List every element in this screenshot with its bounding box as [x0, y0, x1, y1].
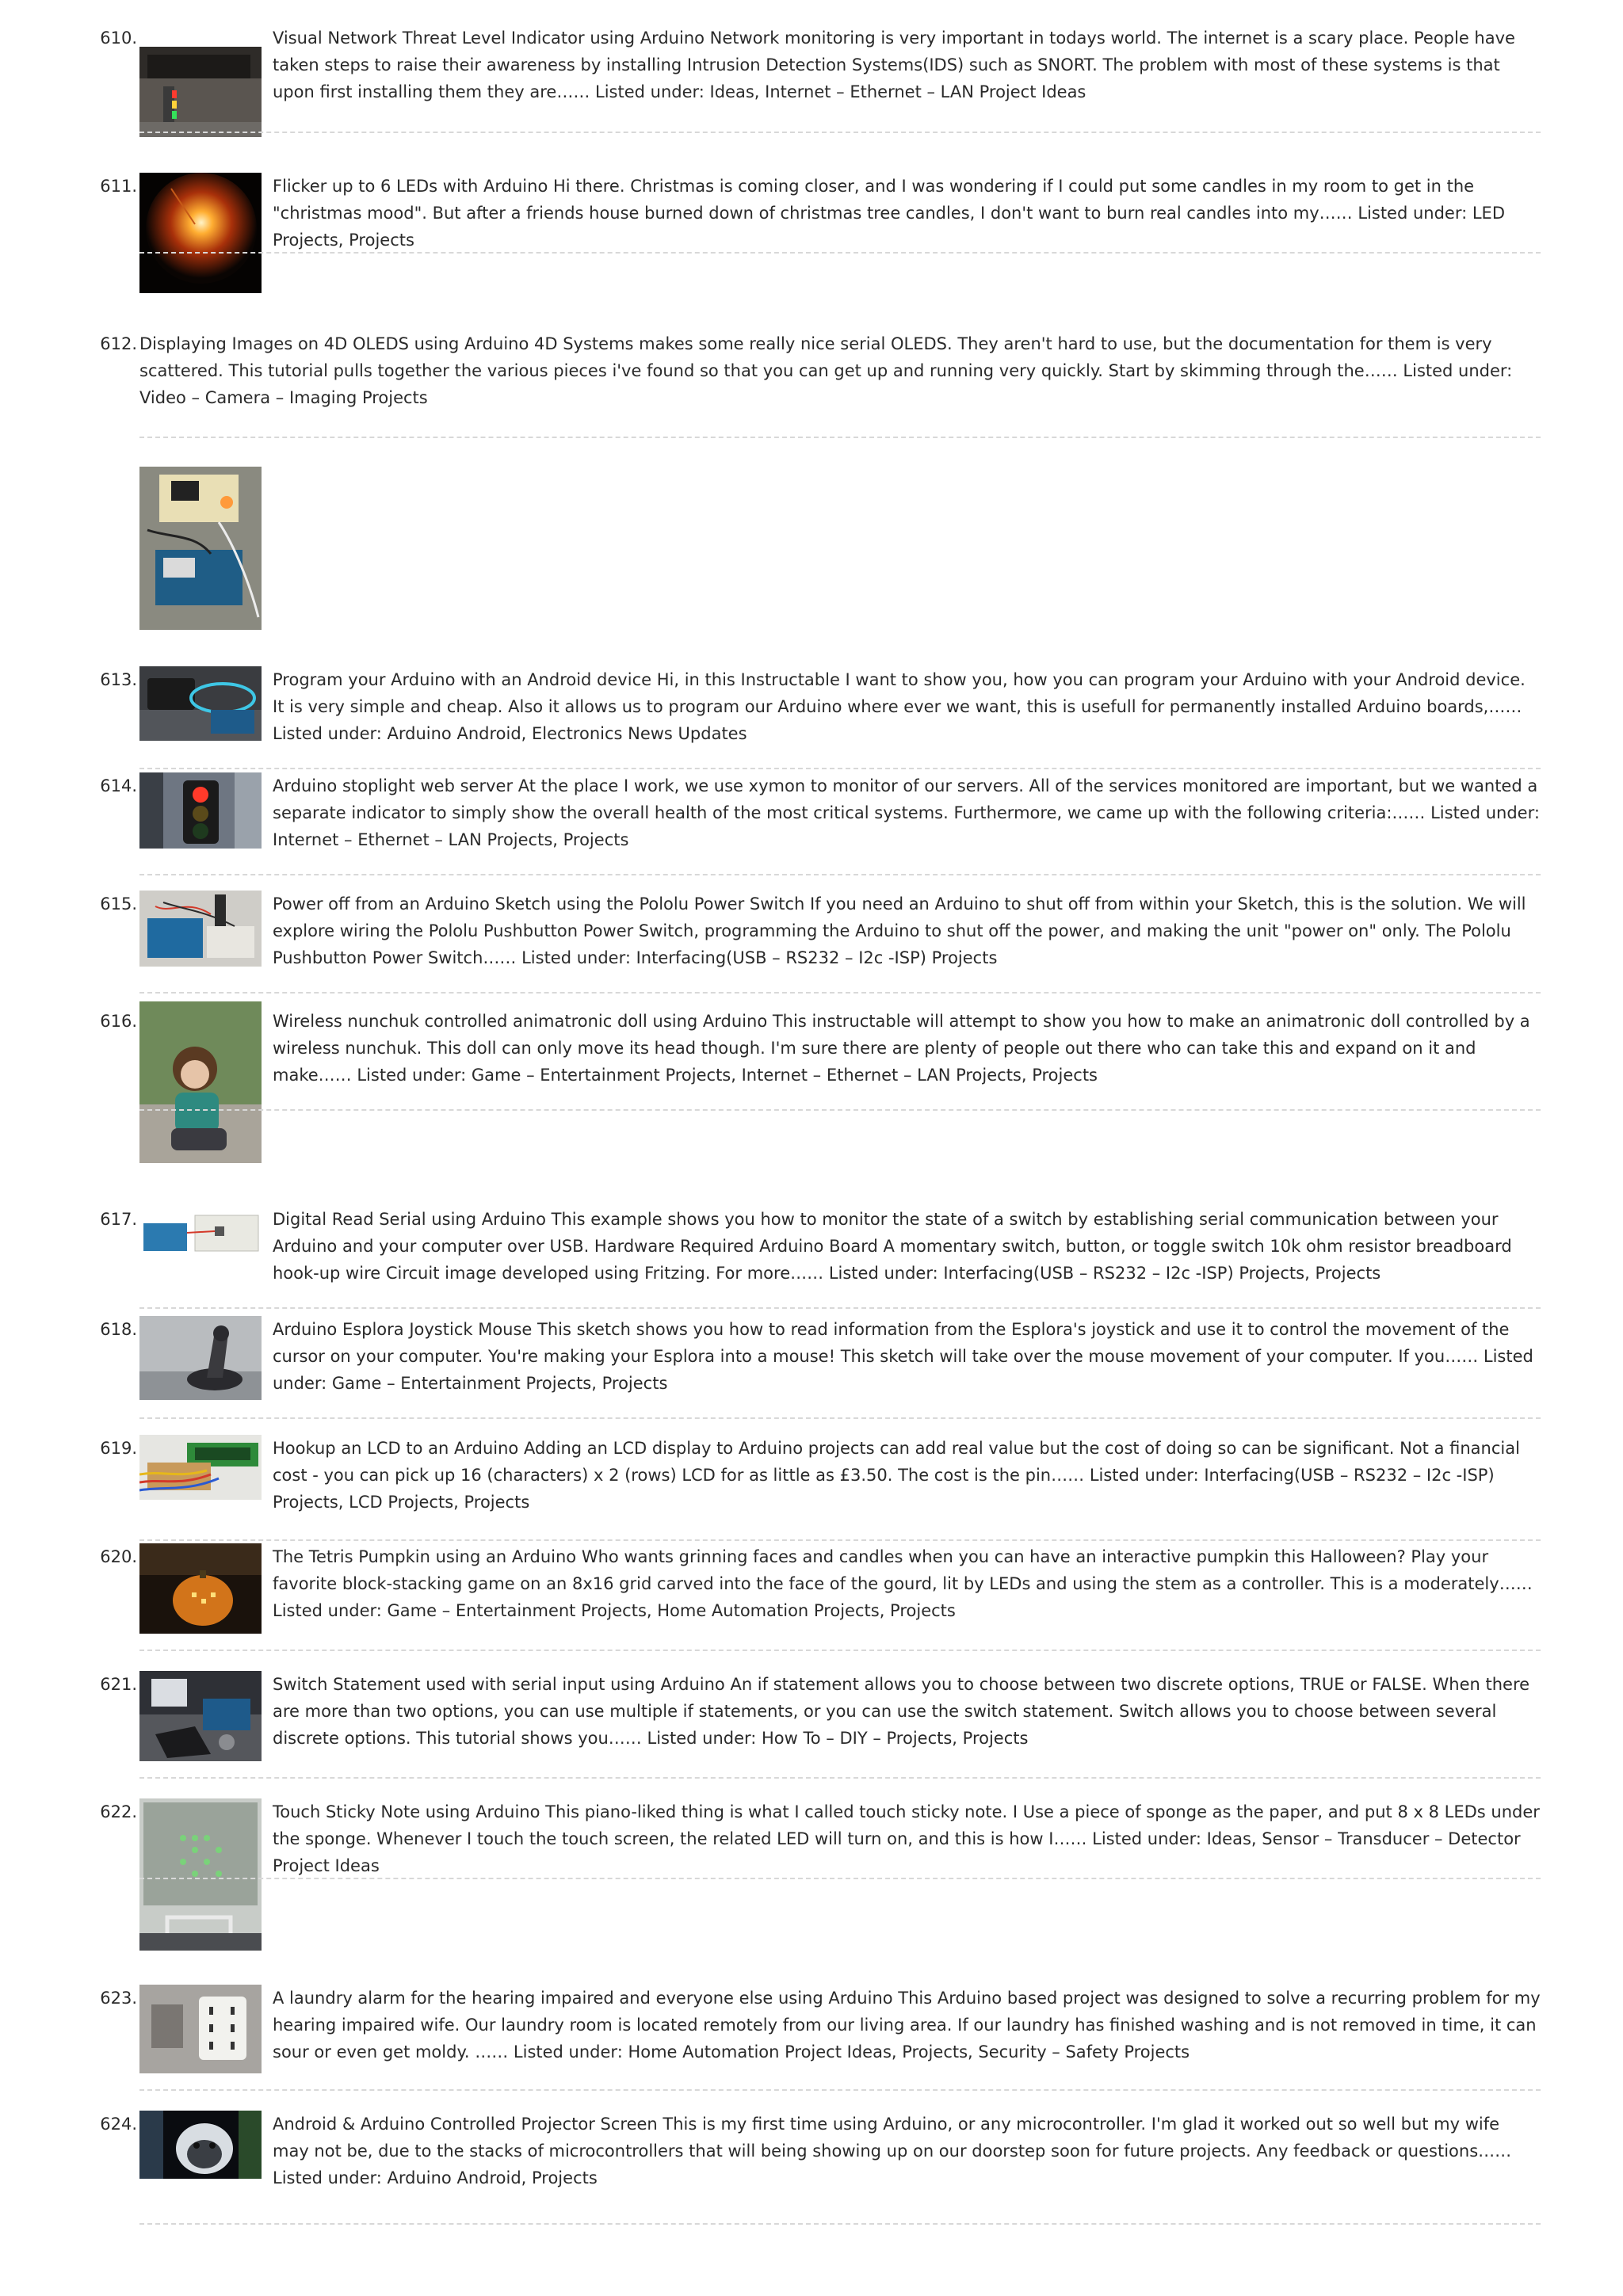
item-description: This Arduino based project was designed to solve a recurring problem for my hearing impaired wife. Our laundry room is located remotely from our living area. If our laundry has finished washing and is not removed in time, it can sour or even get moldy. …… — [273, 1989, 1541, 2061]
power-outlet-icon[interactable] — [139, 1985, 262, 2073]
item-categories[interactable]: Listed under: Game – Entertainment Projects, Internet – Ethernet – LAN Projects, Projects — [357, 1066, 1098, 1085]
item-number: 617. — [100, 1210, 137, 1229]
item-description: This piano-liked thing is what I called touch sticky note. I Use a piece of sponge as the paper, and put 8 x 8 LEDs under the sponge. Whenever I touch the touch screen, the related LED will turn on, and this is how I…… — [273, 1802, 1540, 1848]
item-categories[interactable]: Listed under: LED Projects, Projects — [273, 204, 1506, 250]
item-description: Hi, in this Instructable I want to show you, how you can program your Arduino with your Android device. It is very simple and cheap. Also it allows us to program our Arduino where ever we want, this is usefull for permanently installed Arduino boards,…… — [273, 670, 1526, 716]
animatronic-doll-icon[interactable] — [139, 1001, 262, 1163]
item-number: 616. — [100, 1012, 137, 1031]
item-description: If you need an Arduino to shut off from within your Sketch, this is the solution. We will explore wiring the Pololu Pushbutton Power Switch, programming the Arduino to shut off the power, and making the unit "power on" only. The Pololu Pushbutton Power Switch…… — [273, 894, 1526, 967]
item-description: This instructable will attempt to show you how to make an animatronic doll controlled by a wireless nunchuk. This doll can only move its head though. I'm sure there are plenty of people out there who can take this and expand on it and make…… — [273, 1012, 1530, 1085]
item-description: This is my first time using Arduino, or any microcontroller. I'm glad it worked out so well but my wife may not be, due to the stacks of microcontrollers that will being showing up on our doorstep soon for future projects. Any feedback or questions…… — [273, 2115, 1512, 2161]
item-number: 623. — [100, 1989, 137, 2008]
item-categories[interactable]: Listed under: Game – Entertainment Projects, Projects — [273, 1347, 1533, 1393]
item-title[interactable]: Switch Statement used with serial input using Arduino — [273, 1675, 725, 1694]
pumpkin-icon[interactable] — [139, 1543, 262, 1634]
network-threat-indicator-icon[interactable] — [139, 47, 262, 137]
item-title[interactable]: Displaying Images on 4D OLEDS using Arduino — [139, 334, 529, 353]
item-categories[interactable]: Listed under: Video – Camera – Imaging Projects — [139, 361, 1513, 407]
item-description: This example shows you how to monitor the state of a switch by establishing serial communication between your Arduino and your computer over USB. Hardware Required Arduino Board A momentary switch, button, or toggle switch 10k ohm resistor breadboard hook-up wire Circuit image developed using Fritzing. For more…… — [273, 1210, 1512, 1283]
item-description: An if statement allows you to choose between two discrete options, TRUE or FALSE. When there are more than two options, you can use multiple if statements, or you can use the switch statement. Switch allows you to choose between several discrete options. This tutorial shows you…… — [273, 1675, 1530, 1748]
item-number: 619. — [100, 1439, 137, 1458]
item-categories[interactable]: Listed under: Interfacing(USB – RS232 – I2c -ISP) Projects, Projects — [828, 1264, 1381, 1283]
breadboard-diagram-icon[interactable] — [139, 1209, 262, 1257]
stoplight-icon[interactable] — [139, 772, 262, 849]
item-number: 622. — [100, 1802, 137, 1821]
item-number: 620. — [100, 1547, 137, 1566]
item-title[interactable]: Visual Network Threat Level Indicator using Arduino — [273, 29, 705, 48]
led-matrix-icon[interactable] — [139, 1798, 262, 1951]
item-description: At the place I work, we use xymon to monitor of our servers. All of the services monitored are important, but we wanted a separate indicator to simply show the overall health of the most critical systems. Furthermore, we came up with the following criteria:…… — [273, 776, 1538, 822]
item-description: This sketch shows you how to read information from the Esplora's joystick and use it to control the movement of the cursor on your computer. You're making your Esplora into a mouse! This sketch will take over the mouse movement of your computer. If you…… — [273, 1320, 1510, 1366]
item-title[interactable]: Digital Read Serial using Arduino — [273, 1210, 546, 1229]
item-description: Hi there. Christmas is coming closer, and I was wondering if I could put some candles in my room to get in the "christmas mood". But after a friends house burned down of christmas tree candles, I don't want to burn real candles into my…… — [273, 177, 1475, 223]
divider — [139, 1650, 1541, 1651]
item-description: 4D Systems makes some really nice serial OLEDS. They aren't hard to use, but the documentation for them is very scattered. This tutorial pulls together the various pieces i've found so that you can get up and running very quickly. Start by skimming through the…… — [139, 334, 1492, 380]
oled-breadboard-icon[interactable] — [139, 467, 262, 630]
item-categories[interactable]: Listed under: Ideas, Internet – Ethernet – LAN Project Ideas — [595, 82, 1086, 101]
divider — [139, 1539, 1541, 1541]
item-number: 611. — [100, 177, 137, 196]
item-title[interactable]: Flicker up to 6 LEDs with Arduino — [273, 177, 548, 196]
item-title[interactable]: Program your Arduino with an Android device — [273, 670, 652, 689]
item-number: 614. — [100, 776, 137, 795]
item-number: 624. — [100, 2115, 137, 2134]
desk-setup-icon[interactable] — [139, 1671, 262, 1761]
item-title[interactable]: Arduino stoplight web server — [273, 776, 514, 795]
divider — [139, 2223, 1541, 2225]
item-number: 615. — [100, 894, 137, 913]
joystick-icon[interactable] — [139, 1316, 262, 1400]
item-title[interactable]: Hookup an LCD to an Arduino — [273, 1439, 519, 1458]
item-categories[interactable]: Listed under: How To – DIY – Projects, Projects — [647, 1729, 1029, 1748]
item-categories[interactable]: Listed under: Arduino Android, Projects — [273, 2168, 598, 2187]
item-description: Who wants grinning faces and candles when you can have an interactive pumpkin this Halloween? Play your favorite block-stacking game on an 8x16 grid carved into the face of the gourd, lit by LEDs and using the stem as a controller. This is a moderately…… — [273, 1547, 1533, 1593]
divider — [139, 252, 1541, 254]
projector-screen-icon[interactable] — [139, 2111, 262, 2179]
divider — [139, 1307, 1541, 1309]
item-title[interactable]: Touch Sticky Note using Arduino — [273, 1802, 540, 1821]
divider — [139, 992, 1541, 994]
item-categories[interactable]: Listed under: Ideas, Sensor – Transducer – Detector Project Ideas — [273, 1829, 1521, 1875]
divider — [139, 768, 1541, 769]
item-categories[interactable]: Listed under: Interfacing(USB – RS232 – I2c -ISP) Projects — [521, 948, 998, 967]
item-number: 613. — [100, 670, 137, 689]
divider — [139, 1417, 1541, 1419]
item-categories[interactable]: Listed under: Game – Entertainment Projects, Home Automation Projects, Projects — [273, 1601, 956, 1620]
item-title[interactable]: Android & Arduino Controlled Projector Screen — [273, 2115, 658, 2134]
power-switch-icon[interactable] — [139, 891, 262, 967]
item-title[interactable]: A laundry alarm for the hearing impaired and everyone else using Arduino — [273, 1989, 893, 2008]
divider — [139, 132, 1541, 133]
item-title[interactable]: Wireless nunchuk controlled animatronic doll using Arduino — [273, 1012, 768, 1031]
divider — [139, 1777, 1541, 1779]
item-number: 618. — [100, 1320, 137, 1339]
divider — [139, 874, 1541, 875]
divider — [139, 1878, 1541, 1879]
item-description: Adding an LCD display to Arduino projects can add real value but the cost of doing so can be significant. Not a financial cost - you can pick up 16 (characters) x 2 (rows) LCD for as little as £3.50. The cost is the pin…… — [273, 1439, 1520, 1485]
item-description: Network monitoring is very important in todays world. The internet is a scary place. People have taken steps to raise their awareness by installing Intrusion Detection Systems(IDS) such as SNORT. The problem with most of these systems is that upon first installing them they are…… — [273, 29, 1515, 101]
item-title[interactable]: The Tetris Pumpkin using an Arduino — [273, 1547, 577, 1566]
item-number: 621. — [100, 1675, 137, 1694]
item-categories[interactable]: Listed under: Internet – Ethernet – LAN Projects, Projects — [273, 803, 1540, 849]
divider — [139, 437, 1541, 438]
item-categories[interactable]: Listed under: Interfacing(USB – RS232 – I2c -ISP) Projects, LCD Projects, Projects — [273, 1466, 1495, 1512]
item-categories[interactable]: Listed under: Home Automation Project Ideas, Projects, Security – Safety Projects — [513, 2042, 1190, 2061]
android-usb-icon[interactable] — [139, 666, 262, 741]
item-title[interactable]: Arduino Esplora Joystick Mouse — [273, 1320, 533, 1339]
item-title[interactable]: Power off from an Arduino Sketch using the Pololu Power Switch — [273, 894, 805, 913]
item-number: 610. — [100, 29, 137, 48]
lcd-wiring-icon[interactable] — [139, 1435, 262, 1500]
flickering-led-icon[interactable] — [139, 173, 262, 293]
divider — [139, 2089, 1541, 2091]
divider — [139, 1109, 1541, 1111]
item-categories[interactable]: Listed under: Arduino Android, Electronics News Updates — [273, 724, 747, 743]
item-number: 612. — [100, 334, 137, 353]
